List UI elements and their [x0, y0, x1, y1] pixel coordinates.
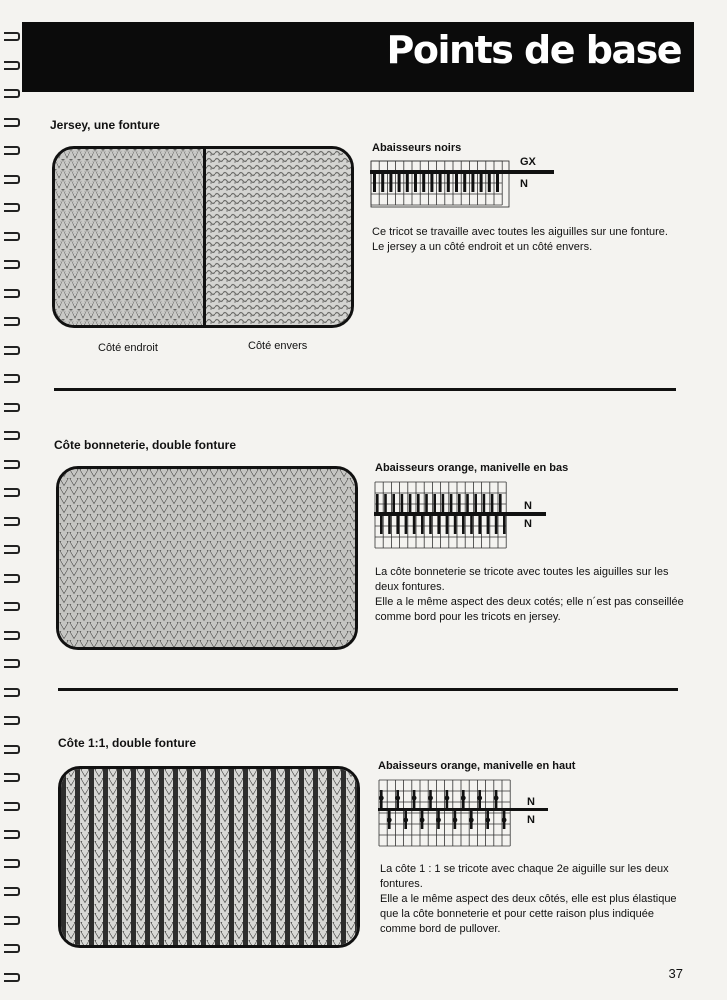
spiral-loop — [4, 688, 20, 697]
spiral-loop — [4, 232, 20, 241]
section-title-cote-bonneterie: Côte bonneterie, double fonture — [54, 438, 236, 452]
swatch-cote-1-1 — [58, 766, 360, 948]
swatch-cote-bonneterie — [56, 466, 358, 650]
spiral-loop — [4, 944, 20, 953]
section-divider — [58, 688, 678, 691]
paragraph: Le jersey a un côté endroit et un côté envers. — [372, 241, 593, 253]
page-title: Points de base — [386, 28, 681, 72]
spiral-loop — [4, 973, 20, 982]
spiral-loop — [4, 830, 20, 839]
spiral-loop — [4, 802, 20, 811]
spiral-loop — [4, 602, 20, 611]
spiral-loop — [4, 460, 20, 469]
swatch-jersey — [52, 146, 354, 328]
bed-label-n-bottom: N — [524, 518, 532, 530]
bed-label-n: N — [520, 178, 528, 190]
spiral-loop — [4, 289, 20, 298]
spiral-loop — [4, 916, 20, 925]
sinker-label-cote-bonneterie: Abaisseurs orange, manivelle en bas — [375, 462, 569, 474]
spiral-loop — [4, 346, 20, 355]
spiral-loop — [4, 631, 20, 640]
needle-diagram-cote-bonneterie — [374, 480, 554, 550]
bed-label-n-top: N — [524, 500, 532, 512]
caption-cote-endroit: Côté endroit — [98, 342, 158, 354]
spiral-loop — [4, 61, 20, 70]
spiral-loop — [4, 574, 20, 583]
spiral-loop — [4, 32, 20, 41]
spiral-loop — [4, 659, 20, 668]
spiral-loop — [4, 488, 20, 497]
spiral-loop — [4, 175, 20, 184]
spiral-loop — [4, 374, 20, 383]
spiral-loop — [4, 773, 20, 782]
spiral-loop — [4, 203, 20, 212]
spiral-loop — [4, 887, 20, 896]
paragraph: La côte bonneterie se tricote avec toutes les aiguilles sur les deux fontures. — [375, 566, 669, 593]
paragraph: Ce tricot se travaille avec toutes les aiguilles sur une fonture. — [372, 226, 668, 238]
spiral-loop — [4, 859, 20, 868]
bed-label-n-bottom: N — [527, 814, 535, 826]
paragraph: La côte 1 : 1 se tricote avec chaque 2e aiguille sur les deux fontures. — [380, 863, 669, 890]
paragraph: Elle a le même aspect des deux côtés, elle est plus élastique que la côte bonneterie et pour cette raison plus indiquée comme bord de pullover. — [380, 893, 677, 935]
section-title-cote-1-1: Côte 1:1, double fonture — [58, 736, 196, 750]
needle-diagram-cote-1-1 — [378, 778, 558, 848]
page-number: 37 — [668, 966, 683, 981]
spiral-loop — [4, 517, 20, 526]
spiral-loop — [4, 146, 20, 155]
description-jersey — [372, 225, 682, 255]
section-divider — [54, 388, 676, 391]
spiral-binding — [0, 22, 26, 992]
spiral-loop — [4, 403, 20, 412]
spiral-loop — [4, 716, 20, 725]
bed-label-n-top: N — [527, 796, 535, 808]
spiral-loop — [4, 317, 20, 326]
sinker-label-jersey: Abaisseurs noirs — [372, 142, 462, 154]
spiral-loop — [4, 545, 20, 554]
bed-label-gx: GX — [520, 156, 536, 168]
spiral-loop — [4, 260, 20, 269]
spiral-loop — [4, 745, 20, 754]
section-title-jersey: Jersey, une fonture — [50, 118, 160, 132]
description-cote-bonneterie — [375, 565, 685, 625]
sinker-label-cote-1-1: Abaisseurs orange, manivelle en haut — [378, 760, 576, 772]
caption-cote-envers: Côté envers — [248, 340, 308, 352]
spiral-loop — [4, 89, 20, 98]
paragraph: Elle a le même aspect des deux cotés; elle n´est pas conseillée comme bord pour les tricots en jersey. — [375, 596, 684, 623]
spiral-loop — [4, 118, 20, 127]
spiral-loop — [4, 431, 20, 440]
description-cote-1-1 — [380, 862, 690, 937]
